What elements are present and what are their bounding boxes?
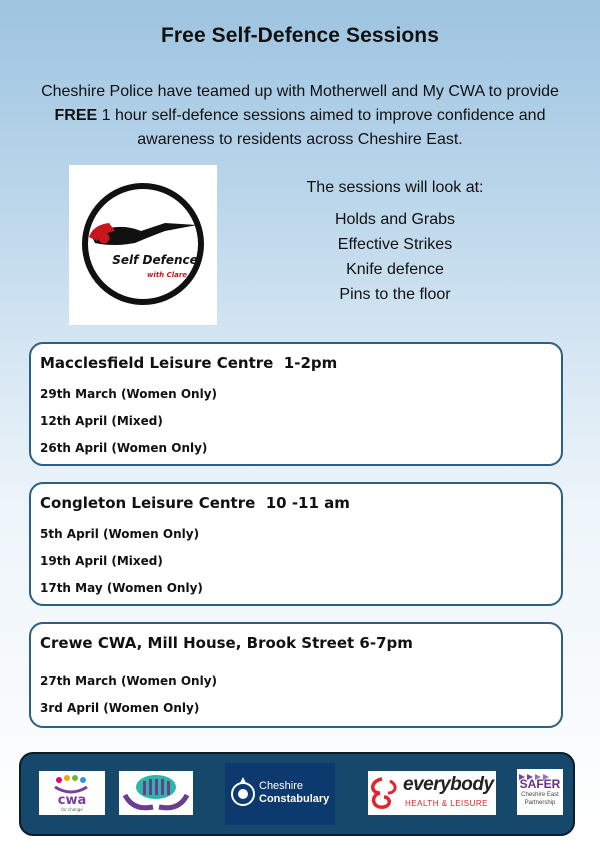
session-date: 3rd April (Women Only) — [40, 701, 200, 715]
safer-text: SAFER — [519, 777, 561, 791]
session-date: 12th April (Mixed) — [40, 414, 163, 428]
sessions-intro: The sessions will look at: — [306, 179, 484, 196]
self-defence-logo — [69, 165, 217, 325]
intro-free: FREE — [54, 107, 98, 124]
topic-item: Knife defence — [346, 261, 444, 278]
session-date: 27th March (Women Only) — [40, 674, 218, 688]
hands-icon — [119, 771, 193, 815]
venue-title: Macclesfield Leisure Centre 1-2pm — [40, 354, 338, 372]
topic-item: Effective Strikes — [337, 236, 453, 253]
partnership-text: Partnership — [524, 800, 556, 806]
page-title: Free Self-Defence Sessions — [160, 24, 440, 47]
session-date: 17th May (Women Only) — [40, 581, 203, 595]
session-date: 29th March (Women Only) — [40, 387, 218, 401]
health-leisure-text: HEALTH & LEISURE — [405, 799, 488, 808]
safer-logo — [517, 769, 563, 815]
intro-text-end: 1 hour self-defence sessions aimed to improve confidence and awareness to residents across Cheshire East. — [97, 107, 546, 148]
venue-card-macclesfield — [29, 342, 563, 466]
everybody-text: everybody — [403, 774, 494, 795]
constabulary-text: Constabulary — [259, 793, 330, 805]
venue-card-congleton — [29, 482, 563, 606]
logo-text-main: Self Defence — [112, 253, 198, 267]
motherwell-logo — [119, 771, 193, 815]
topic-item: Holds and Grabs — [334, 211, 456, 228]
intro-text-start: Cheshire Police have teamed up with Motherwell and My CWA to provide — [41, 83, 559, 100]
intro-paragraph — [30, 80, 570, 152]
cwa-subtext: for change — [61, 807, 83, 812]
cwa-people-icon — [39, 771, 105, 815]
venue-card-crewe — [29, 622, 563, 728]
sessions-topics — [290, 179, 500, 307]
session-date: 5th April (Women Only) — [40, 527, 200, 541]
cwa-logo — [39, 771, 105, 815]
cheshire-east-text: Cheshire East — [521, 792, 559, 798]
partner-logos-footer — [19, 752, 575, 836]
session-date: 26th April (Women Only) — [40, 441, 208, 455]
cheshire-text: Cheshire — [259, 780, 304, 792]
topic-item: Pins to the floor — [339, 286, 451, 303]
venue-title: Congleton Leisure Centre 10 -11 am — [40, 494, 350, 512]
session-date: 19th April (Mixed) — [40, 554, 163, 568]
logo-text-sub: with Clare — [146, 271, 188, 279]
venue-title: Crewe CWA, Mill House, Brook Street 6-7pm — [40, 634, 413, 652]
cwa-text: cwa — [57, 793, 87, 808]
everybody-logo — [368, 771, 496, 815]
cheshire-constabulary-logo — [225, 763, 335, 825]
self-defence-logo-graphic — [69, 165, 217, 325]
